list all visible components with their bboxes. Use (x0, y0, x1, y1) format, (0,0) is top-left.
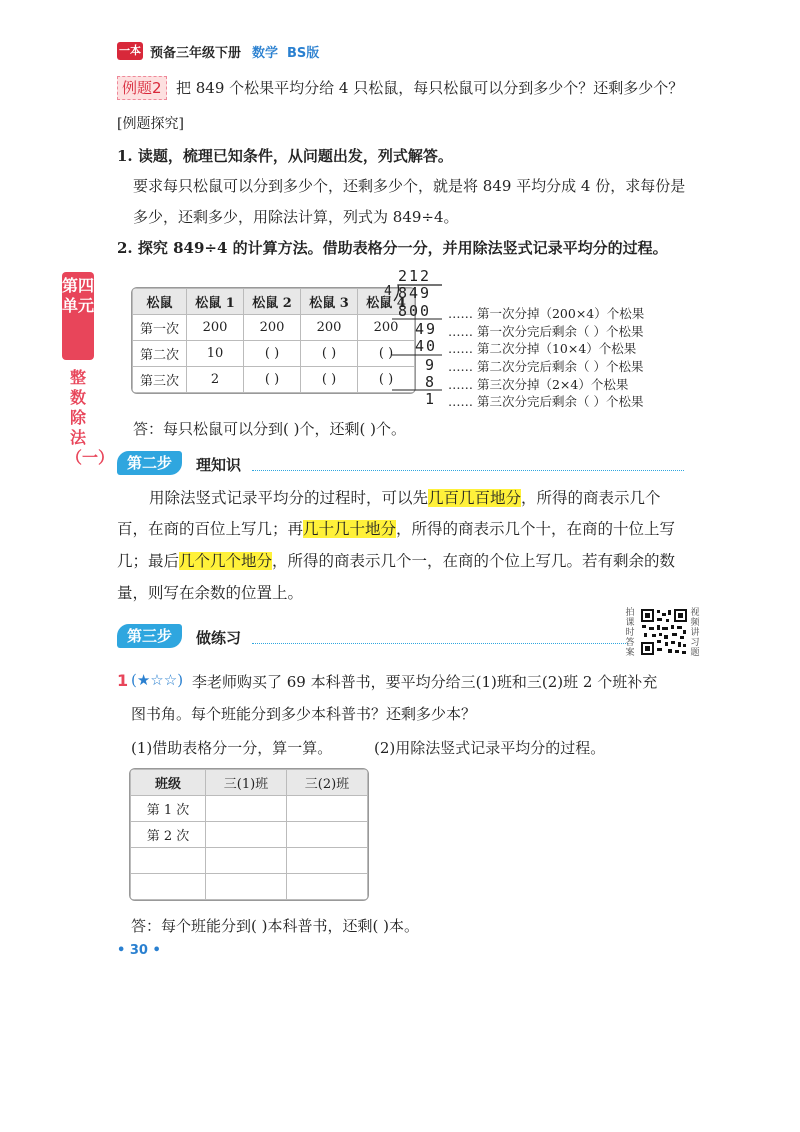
squirrel-table (131, 287, 416, 394)
edition-label: BS版 (287, 46, 320, 61)
table-cell[interactable]: ( ) (301, 341, 358, 367)
table-cell[interactable] (287, 874, 368, 900)
table-cell: 200 (358, 315, 415, 341)
table-cell[interactable] (206, 848, 287, 874)
table-cell: 200 (301, 315, 358, 341)
table-cell: 第二次 (133, 341, 187, 367)
quotient: 212 (398, 267, 432, 285)
division-note: …… 第三次分完后剩余（ ）个松果 (448, 394, 644, 409)
table-cell[interactable] (131, 874, 206, 900)
step3-divider (252, 643, 628, 644)
table-cell[interactable]: ( ) (358, 341, 415, 367)
table-header: 松鼠 3 (301, 289, 358, 315)
example-answer: 答：每只松鼠可以分到( )个，还剩( )个。 (133, 420, 406, 438)
division-line: 9 (425, 356, 437, 374)
dividend: 849 (398, 284, 432, 302)
table-cell[interactable] (287, 796, 368, 822)
exercise-sub1: (1)借助表格分一分，算一算。 (131, 739, 333, 757)
highlight-tens: 几十几十地分 (303, 520, 397, 538)
qr-caption-left: 拍课时答案 (625, 608, 635, 658)
step2-paragraph-line4: 量，则写在余数的位置上。 (117, 584, 304, 602)
table-cell[interactable]: ( ) (244, 341, 301, 367)
explore-label: [例题探究] (117, 116, 184, 132)
division-note: …… 第二次分完后剩余（ ）个松果 (448, 359, 644, 374)
exercise-answer: 答：每个班能分到( )本科普书，还剩( )本。 (131, 917, 419, 935)
difficulty-stars: (★☆☆) (131, 671, 184, 689)
step1-line2: 多少，还剩多少，用除法计算，列式为 849÷4。 (133, 208, 459, 226)
class-table (129, 768, 369, 901)
table-cell[interactable] (206, 796, 287, 822)
table-header: 松鼠 1 (187, 289, 244, 315)
example-question: 把 849 个松果平均分给 4 只松鼠，每只松鼠可以分到多少个？还剩多少个？ (176, 79, 684, 97)
table-cell[interactable] (131, 848, 206, 874)
brand-logo: 一本 (117, 42, 143, 60)
divisor: 4 (384, 284, 394, 299)
example-tag: 例题2 (117, 76, 167, 100)
step2-paragraph-line2: 百，在商的百位上写几；再几十几十地分，所得的商表示几个十，在商的十位上写 (117, 520, 676, 538)
table-cell: 第一次 (133, 315, 187, 341)
exercise-line1: 李老师购买了 69 本科普书，要平均分给三(1)班和三(2)班 2 个班补充 (192, 673, 658, 691)
step2-badge: 第二步 (117, 451, 182, 475)
table-header: 松鼠 4 (358, 289, 415, 315)
table-cell[interactable] (206, 874, 287, 900)
step3-badge: 第三步 (117, 624, 182, 648)
step2-title: 理知识 (196, 456, 242, 474)
table-cell[interactable] (287, 822, 368, 848)
table-header: 松鼠 (133, 289, 187, 315)
highlight-hundreds: 几百几百地分 (428, 489, 522, 507)
table-header: 班级 (131, 770, 206, 796)
table-cell: 200 (244, 315, 301, 341)
table-cell[interactable] (287, 848, 368, 874)
division-line: 1 (425, 390, 437, 408)
table-header: 三(1)班 (206, 770, 287, 796)
step2-title: 2. 探究 849÷4 的计算方法。借助表格分一分，并用除法竖式记录平均分的过程。 (117, 239, 668, 257)
division-note: …… 第二次分掉（10×4）个松果 (448, 341, 637, 356)
division-line: 40 (415, 337, 438, 355)
table-cell: 10 (187, 341, 244, 367)
table-cell: 2 (187, 367, 244, 393)
step1-title: 1. 读题，梳理已知条件，从问题出发，列式解答。 (117, 147, 453, 165)
table-cell: 第 1 次 (131, 796, 206, 822)
division-line: 49 (415, 320, 438, 338)
table-cell[interactable]: ( ) (301, 367, 358, 393)
book-title: 预备三年级下册 (150, 46, 242, 61)
exercise-number: 1 (117, 671, 129, 690)
table-header: 三(2)班 (287, 770, 368, 796)
division-note: …… 第一次分完后剩余（ ）个松果 (448, 324, 644, 339)
division-note: …… 第三次分掉（2×4）个松果 (448, 377, 629, 392)
unit-title: 整数除法（一） (66, 368, 115, 467)
step2-paragraph: 用除法竖式记录平均分的过程时，可以先几百几百地分，所得的商表示几个 (149, 489, 661, 507)
exercise-line2: 图书角。每个班能分到多少本科普书？还剩多少本？ (131, 705, 477, 723)
division-line: 8 (425, 373, 437, 391)
table-cell: 第三次 (133, 367, 187, 393)
division-line: 800 (398, 302, 432, 320)
subject-label: 数学 (252, 46, 279, 61)
table-cell[interactable]: ( ) (244, 367, 301, 393)
qr-code-icon[interactable] (640, 608, 688, 656)
highlight-ones: 几个几个地分 (179, 552, 273, 570)
table-header: 松鼠 2 (244, 289, 301, 315)
qr-caption-right: 视频讲习题 (690, 608, 700, 658)
table-cell[interactable]: ( ) (358, 367, 415, 393)
unit-tab[interactable]: 第四单元 (62, 272, 94, 360)
table-cell: 200 (187, 315, 244, 341)
exercise-sub2: (2)用除法竖式记录平均分的过程。 (374, 739, 606, 757)
division-note: …… 第一次分掉（200×4）个松果 (448, 306, 645, 321)
step2-paragraph-line3: 几；最后几个几个地分，所得的商表示几个一，在商的个位上写几。若有剩余的数 (117, 552, 676, 570)
step3-title: 做练习 (196, 629, 242, 647)
step1-line1: 要求每只松鼠可以分到多少个，还剩多少个，就是将 849 平均分成 4 份，求每份是 (133, 177, 686, 195)
table-cell: 第 2 次 (131, 822, 206, 848)
step2-divider (252, 470, 684, 471)
table-cell[interactable] (206, 822, 287, 848)
page-number: • 30 • (117, 943, 161, 958)
